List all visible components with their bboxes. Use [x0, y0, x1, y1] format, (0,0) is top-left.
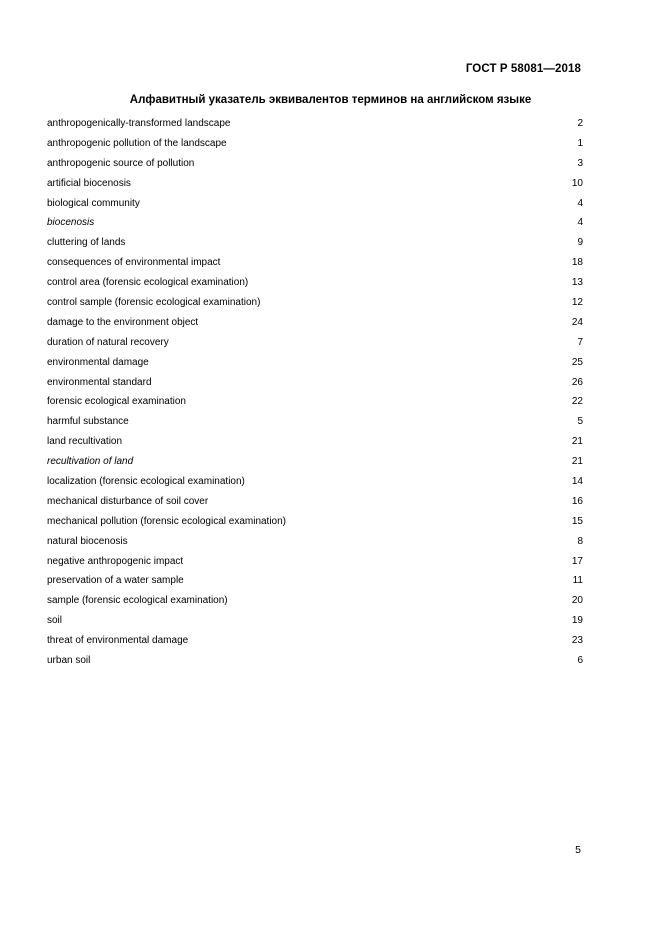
index-entry: [47, 253, 583, 273]
index-entry-term: biocenosis: [47, 217, 95, 229]
index-entry-number: 23: [571, 635, 583, 647]
index-entry-term: control sample (forensic ecological examination): [47, 297, 261, 309]
index-entry-number: 4: [577, 197, 583, 209]
index-entry: [47, 392, 583, 412]
index-entry-term: anthropogenic pollution of the landscape: [47, 137, 227, 149]
index-entry: [47, 174, 583, 194]
index-entry-number: 15: [571, 515, 583, 527]
index-entry-number: 1: [577, 137, 583, 149]
index-entry-number: 24: [571, 316, 583, 328]
index-entry-term: damage to the environment object: [47, 316, 199, 328]
index-entry: [47, 432, 583, 452]
index-entry: [47, 472, 583, 492]
index-entry-term: biological community: [47, 197, 140, 209]
index-entry-number: 11: [572, 575, 583, 587]
index-entry-term: localization (forensic ecological examination): [47, 476, 245, 488]
index-entry: [47, 651, 583, 671]
index-entry: [47, 591, 583, 611]
index-entry-term: negative anthropogenic impact: [47, 555, 184, 567]
index-entry-term: natural biocenosis: [47, 535, 128, 547]
index-entry-number: 18: [571, 257, 583, 269]
index-entry: [47, 452, 583, 472]
index-entry-number: 26: [571, 376, 583, 388]
index-entry: [47, 532, 583, 552]
index-entry: [47, 233, 583, 253]
index-entry-number: 8: [577, 535, 583, 547]
index-entry-number: 6: [577, 655, 583, 667]
index-entry-term: environmental standard: [47, 376, 152, 388]
index-entry-term: recultivation of land: [47, 456, 134, 468]
index-entry-term: artificial biocenosis: [47, 177, 131, 189]
index-entry-number: 4: [577, 217, 583, 229]
index-entry: [47, 492, 583, 512]
index-entry: [47, 412, 583, 432]
index-entry-number: 7: [577, 336, 583, 348]
index-entry-number: 9: [577, 237, 583, 249]
document-code: ГОСТ Р 58081—2018: [465, 63, 581, 75]
index-entry: [47, 611, 583, 631]
index-entry-number: 21: [571, 436, 583, 448]
index-entry-number: 10: [571, 177, 583, 189]
index-entry-number: 21: [571, 456, 583, 468]
index-entry-term: preservation of a water sample: [47, 575, 184, 587]
index-entry-number: 12: [571, 297, 583, 309]
index-entry-term: mechanical pollution (forensic ecological examination): [47, 515, 287, 527]
index-entry-number: 22: [571, 396, 583, 408]
index-entry: [47, 552, 583, 572]
index-entry: [47, 333, 583, 353]
index-entry-number: 13: [571, 277, 583, 289]
index-entry-number: 16: [571, 495, 583, 507]
index-entry-term: duration of natural recovery: [47, 336, 169, 348]
index-entry-term: environmental damage: [47, 356, 149, 368]
index-entry-term: cluttering of lands: [47, 237, 126, 249]
index-entry-number: 20: [571, 595, 583, 607]
index-entry: [47, 154, 583, 174]
index-entry: [47, 273, 583, 293]
index-entry-term: soil: [47, 615, 63, 627]
index-entry-term: harmful substance: [47, 416, 129, 428]
index-entry-number: 17: [571, 555, 583, 567]
index-entry: [47, 114, 583, 134]
index-entry-term: forensic ecological examination: [47, 396, 186, 408]
index-entry-number: 25: [571, 356, 583, 368]
index-entry: [47, 353, 583, 373]
index-entry: [47, 571, 583, 591]
index-entry: [47, 373, 583, 393]
index-entry-term: sample (forensic ecological examination): [47, 595, 228, 607]
index-entry: [47, 512, 583, 532]
index-entry: [47, 213, 583, 233]
index-entry-number: 2: [577, 118, 583, 129]
index-entry: [47, 293, 583, 313]
index-entry-term: urban soil: [47, 655, 91, 667]
index-entry-term: anthropogenic source of pollution: [47, 157, 195, 169]
index-entry-number: 3: [577, 157, 583, 169]
index-entry-number: 14: [571, 476, 583, 488]
index-entry: [47, 631, 583, 651]
index-entry-term: land recultivation: [47, 436, 123, 448]
index-entry-number: 19: [571, 615, 583, 627]
term-index-list: [47, 114, 583, 671]
index-entry-term: control area (forensic ecological examination): [47, 277, 249, 289]
index-entry-term: threat of environmental damage: [47, 635, 189, 647]
index-entry-term: mechanical disturbance of soil cover: [47, 495, 209, 507]
index-entry: [47, 313, 583, 333]
index-title: Алфавитный указатель эквивалентов терминов на английском языке: [129, 94, 532, 106]
index-entry-term: consequences of environmental impact: [47, 257, 221, 269]
index-entry-number: 5: [577, 416, 583, 428]
page-number: 5: [575, 844, 581, 856]
index-entry-term: anthropogenically-transformed landscape: [47, 118, 231, 129]
index-entry: [47, 134, 583, 154]
index-entry: [47, 194, 583, 214]
